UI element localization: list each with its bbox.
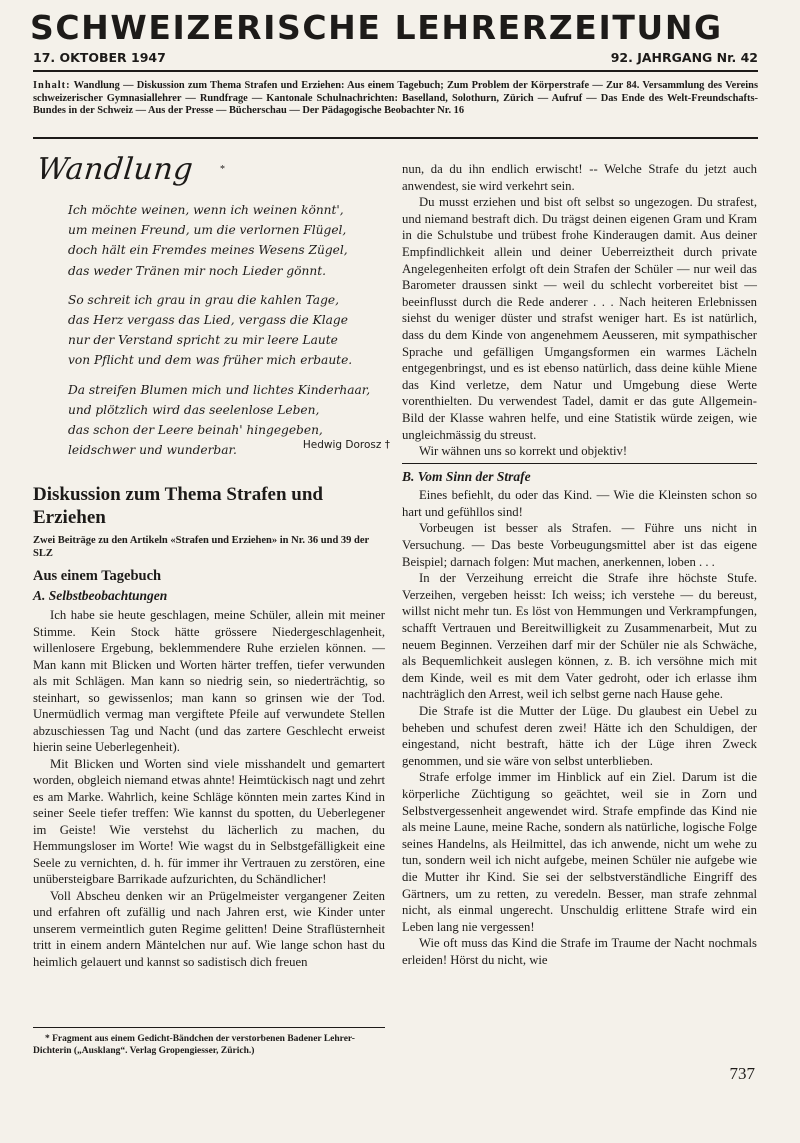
footnote: * Fragment aus einem Gedicht-Bändchen der verstorbenen Badener Lehrer-Dichterin („Ausklang“. Verlag Gropengiesser, Zürich.) (33, 1034, 355, 1056)
paragraph: Vorbeugen ist besser als Strafen. — Führe uns nicht in Versuchung. — Das beste Vorbeugungsmittel aber ist das eigene Beispiel; darnach folgen: Mut machen, anerkennen, loben . . . (402, 521, 757, 569)
section-b-heading: B. Vom Sinn der Strafe (402, 468, 531, 484)
poem-title: Wandlung (35, 152, 195, 187)
poem-line: So schreit ich grau in grau die kahlen Tage, (68, 292, 339, 307)
poem-line: leidschwer und wunderbar. (68, 443, 237, 458)
poem-author: Hedwig Dorosz † (302, 439, 390, 451)
right-column-text (402, 161, 757, 969)
article-subtitle: Aus einem Tagebuch (33, 568, 162, 584)
poem-line: um meinen Freund, um die verlornen Flügel, (68, 223, 347, 238)
poem-line: von Pflicht und dem was früher mich erbaute. (68, 353, 353, 368)
issue-date: 17. OKTOBER 1947 (33, 50, 166, 65)
paragraph: Strafe erfolge immer im Hinblick auf ein Ziel. Darum ist die körperliche Züchtigung so geächtet, weil sie in Zorn und Selbstvergessenheit angewendet wird. Strafe empfinde das Kind nie als meine Laune, meine Rache, sondern als natürliche, logische Folge seines Handelns, als Heilmittel, das ich anwende, nicht um wehe zu tun, sondern weil ich nicht aufgebe, meinen Schüler nie aufgebe wie die Mutter ihr Kind. Sie sei der selbstverständliche Eingriff des Gärtners, um zu retten, zu veredeln. Besser, man strafe zehnmal nicht, als einmal ungerecht. Unschuldig erlittene Strafe wird ein Leben lang nie vergessen! (402, 770, 757, 934)
paragraph: Ich habe sie heute geschlagen, meine Schüler, allein mit meiner Stimme. Kein Stock hätte grössere Niedergeschlagenheit, willenlosere Ergebung, beklemmendere Ruhe erzielen können. — Man kann mit Blicken und Worten härter treffen, tiefer verwunden als mit Schlägen. Man kann so niedrig sein, so niederträchtig, so steinhart, so gewissenlos; man kann so grinsen wie der Tod. Unermüdlich vermag man vergiftete Pfeile auf verwundete Stellen abzuschiessen Tag und Nacht (und das zartere Geschlecht erweist hierin seine Ueberlegenheit). (33, 608, 385, 754)
page-number: 737 (729, 1064, 755, 1083)
masthead-rule (33, 70, 758, 72)
poem-body (68, 200, 398, 469)
paragraph: Eines befiehlt, du oder das Kind. — Wie die Kleinsten schon so hart und gefühllos sind! (402, 488, 757, 519)
issue-number: 92. JAHRGANG Nr. 42 (610, 50, 758, 65)
contents-text: Wandlung — Diskussion zum Thema Strafen und Erziehen: Aus einem Tagebuch; Zum Problem der Körperstrafe — Zur 84. Versammlung des Vereins schweizerischer Gymnasiallehrer — Rundfrage — Kantonale Schulnachrichten: Baselland, Solothurn, Zürich — Aufruf — Das Ende des Welt-Freundschafts-Bundes in der Schweiz — Aus der Presse — Bücherschau — Der Pädagogische Beobachter Nr. 16 (33, 80, 758, 117)
section-a-heading: A. Selbstbeobachtungen (33, 588, 168, 603)
poem-line: und plötzlich wird das seelenlose Leben, (68, 402, 320, 417)
poem-line: das weder Tränen mir noch Lieder gönnt. (68, 263, 326, 278)
poem-line: Da streifen Blumen mich und lichtes Kinderhaar, (68, 382, 371, 397)
paragraph: Wir wähnen uns so korrekt und objektiv! (419, 444, 628, 459)
poem-footnote-marker: * (220, 164, 225, 175)
table-of-contents (33, 80, 758, 118)
article-title: Diskussion zum Thema Strafen und Erziehen (33, 484, 324, 528)
paragraph: Wie oft muss das Kind die Strafe im Traume der Nacht nochmals erleiden! Hörst du nicht, wie (402, 936, 757, 967)
left-column-text (33, 607, 385, 970)
section-divider (402, 463, 757, 464)
paragraph: Mit Blicken und Worten sind viele misshandelt und gemartert worden, obgleich niemand etwas ahnte! Heimtückisch nagt und zehrt es am Marke. Wahrlich, keine Schläge könnten mein zartes Kind in seiner Seele tiefer treffen: Wie kannst du spotten, du Ueberlegener im Geiste! Wie verstehst du lächerlich zu machen, du Hemmungsloser im Worte! Wie wagst du in Selbstgefälligkeit eine Seele zu vernichten, d. h. für immer ihr Vertrauen zu zerstören, eine unübersteigbare Barrikade aufzurichten, du Schändlicher! (33, 756, 385, 886)
contents-rule (33, 137, 758, 139)
masthead-title: SCHWEIZERISCHE LEHRERZEITUNG (30, 8, 723, 47)
poem-line: Ich möchte weinen, wenn ich weinen könnt', (68, 203, 344, 217)
poem-stanza (68, 200, 398, 281)
paragraph: Du musst erziehen und bist oft selbst so ungezogen. Du strafest, und niemand bestraft dich. Du trägst deinen eigenen Gram und Kram in die Schulstube und trübest frohe Kinderaugen damit. Aus deiner Empfindlichkeit allein und deiner Ueberreiztheit durch private Angelegenheiten erfolgt oft dein Strafen der Schüler — nur weil das Barometer draussen sinkt — weil du schlecht vorbereitet bist — beeinflusst durch die Rede anderer . . . Nach heiteren Erlebnissen siehst du weniger düster und strafst weniger hart. Es ist natürlich, dass du dem Kinde von angenehmem Aeusseren, mit sympathischer Sprache und gefälligen Umgangsformen ein warmes Lächeln entgegenbringst, und es ist ebenso natürlich, dass deine kühle Miene das Kind verletze, dem Natur und Umgebung diese Werte vorenthielten. Du verwendest Tadel, damit er das gute Allgemein-Bild der Klasse wahren helfe, und eine Statistik würde zeigen, wie ungleichmässig du streust. (402, 195, 757, 442)
paragraph: nun, da du ihn endlich erwischt! -- Welche Strafe du jetzt auch anwendest, sie wird verkehrt sein. (402, 162, 757, 193)
poem-line: das schon der Leere beinah' hingegeben, (68, 423, 323, 438)
poem-stanza (68, 290, 398, 371)
poem-line: doch hält ein Fremdes meines Wesens Zügel, (68, 243, 348, 258)
paragraph: Die Strafe ist die Mutter der Lüge. Du glaubest ein Uebel zu beheben und schufest deren zwei! Hätte ich den Schuldigen, der eingestand, nicht bestraft, hätte ich der Lüge ihren Zweck genommen, und sie wäre von selbst unterblieben. (402, 704, 757, 768)
paragraph: Voll Abscheu denken wir an Prügelmeister vergangener Zeiten und erfahren oft zufällig und nach Jahren erst, wie Kinder unter unserem vermeintlich guten Regime gelitten! Deine Straflüsternheit tritt in einem andern Mäntelchen nur auf. Wie lange schon hast du heimlich gelauert und kannst so sadistisch dich freuen (33, 888, 385, 969)
contents-label: Inhalt: (33, 80, 71, 91)
article-note: Zwei Beiträge zu den Artikeln «Strafen und Erziehen» in Nr. 36 und 39 der SLZ (33, 535, 370, 559)
footnote-rule (33, 1027, 385, 1028)
paragraph: In der Verzeihung erreicht die Strafe ihre höchste Stufe. Verzeihen, vergeben heisst: Ich weiss; ich verstehe — du bereust, willst nicht mehr tun. Es löst von Hemmungen und Verkrampfungen, schafft Vertrauen und Bereitwilligkeit zu Zusammenarbeit, Mut zu neuem Beginnen. Verzeihen darf mir der Schüler nie als Schwäche, als Bequemlichkeit auslegen können, z. B. ich versöhne mich mit dem Kinde, weil es mit dem Vater gedroht, oder ich erlasse ihm nachträglich den Arrest, weil ich selbst gerne nach Hause gehe. (402, 571, 757, 702)
poem-line: das Herz vergass das Lied, vergass die Klage (68, 313, 348, 328)
poem-line: nur der Verstand spricht zu mir leere Laute (68, 333, 338, 348)
